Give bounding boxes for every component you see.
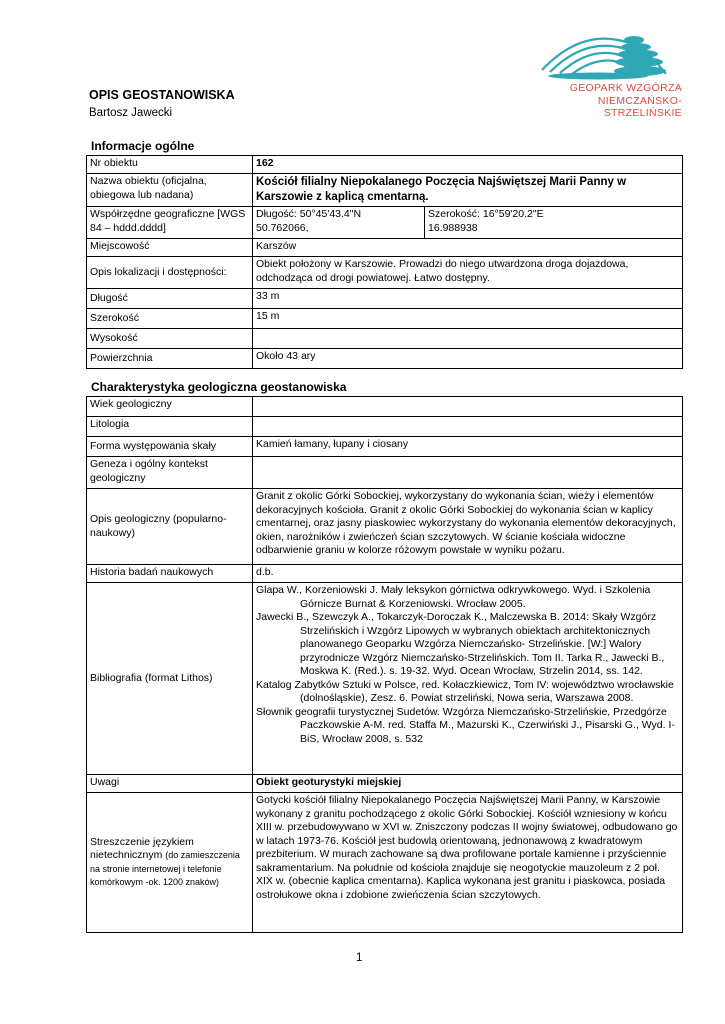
row-label: Nr obiektu — [87, 156, 253, 174]
row-label: Szerokość — [87, 309, 253, 329]
latitude-cell — [425, 207, 683, 239]
document-title: OPIS GEOSTANOWISKA — [89, 88, 235, 102]
access-value: Obiekt położony w Karszowie. Prowadzi do niego utwardzona droga dojazdowa, odchodząca od drogi powiatowej. Łatwo dostępny. — [253, 257, 683, 289]
height-value — [253, 329, 683, 349]
row-label: Uwagi — [87, 775, 253, 793]
age-value — [253, 397, 683, 417]
table-row — [87, 397, 683, 417]
table-row — [87, 239, 683, 257]
row-label: Historia badań naukowych — [87, 565, 253, 583]
latitude-decimal: 16.988938 — [428, 221, 478, 234]
table-row — [87, 457, 683, 489]
page-number: 1 — [356, 952, 363, 964]
table-row — [87, 583, 683, 775]
object-name: Kościół filialny Niepokalanego Poczęcia Najświętszej Marii Panny w Karszowie z kaplicą cmentarną. — [253, 174, 683, 207]
row-label: Opis geologiczny (popularno-naukowy) — [87, 489, 253, 565]
table-row — [87, 309, 683, 329]
row-label: Nazwa obiektu (oficjalna, obiegowa lub nadana) — [87, 174, 253, 207]
table-row — [87, 565, 683, 583]
form-value: Kamień łamany, łupany i ciosany — [253, 437, 683, 457]
width-value: 15 m — [253, 309, 683, 329]
table-row — [87, 437, 683, 457]
table-row — [87, 156, 683, 174]
notes-value: Obiekt geoturystyki miejskiej — [253, 775, 683, 793]
place-value: Karszów — [253, 239, 683, 257]
geology-description: Granit z okolic Górki Sobockiej, wykorzystany do wykonania ścian, wieży i elementów dekoracyjnych kościoła. Granit z okolic Górki Sobockiej do wykonania ścian w kaplicy cmentarnej, oraz jasny piaskowiec wykorzystany do wykonania elementów dekoracyjnych, okien, narożników i zwieńczeń ścian szczytowych. W ścianie kościała widoczne odbarwienie graniu w kolorze różowym powstałe w wyniku pożaru. — [253, 489, 683, 565]
area-value: Około 43 ary — [253, 349, 683, 369]
general-info-table — [86, 155, 683, 369]
row-label: Bibliografia (format Lithos) — [87, 583, 253, 775]
row-label: Powierzchnia — [87, 349, 253, 369]
table-row — [87, 417, 683, 437]
bibliography-entry: Katalog Zabytków Sztuki w Polsce, red. Kołaczkiewicz, Tom IV: województwo wrocławskie (dolnośląskie), Zesz. 6. Powiat strzeliński, Nowa seria, Warszawa 2008. — [256, 678, 674, 704]
row-label: Wiek geologiczny — [87, 397, 253, 417]
section-general-heading: Informacje ogólne — [91, 139, 195, 153]
table-row — [87, 793, 683, 933]
longitude-cell — [253, 207, 425, 239]
bibliography-entry: Glapa W., Korzeniowski J. Mały leksykon górnictwa odkrywkowego. Wyd. i Szkolenia Górnicze Burnat & Korzeniowski. Wrocław 2005. — [256, 584, 651, 610]
row-label: Długość — [87, 289, 253, 309]
table-row — [87, 174, 683, 207]
table-row — [87, 257, 683, 289]
table-row — [87, 329, 683, 349]
row-label: Geneza i ogólny kontekst geologiczny — [87, 457, 253, 489]
table-row — [87, 775, 683, 793]
litho-value — [253, 417, 683, 437]
row-label: Współrzędne geograficzne [WGS 84 – hddd.dddd] — [87, 207, 253, 239]
table-row — [87, 489, 683, 565]
bibliography-entry: Jawecki B., Szewczyk A., Tokarczyk-Doroczak K., Malczewska B. 2014: Skały Wzgórz Strzelińskich i Wzgórz Lipowych w wybranych obiektach architektonicznych planowanego Geoparku Wzgórza Niemczańsko- Strzelińskie. [W:] Walory przyrodnicze Wzgórz Niemczańsko-Strzelińskich. Tom II. Tarka R., Jawecki B., Moskwa K. (Red.). s. 19-32. Wyd. Ocean Wrocław, Strzelin 2014, ss. 142. — [256, 611, 665, 677]
logo-line-2: NIEMCZAŃSKO-STRZELIŃSKIE — [597, 95, 682, 119]
row-label: Forma występowania skały — [87, 437, 253, 457]
length-value: 33 m — [253, 289, 683, 309]
row-label: Litologia — [87, 417, 253, 437]
longitude-dms: Długość: 50°45'43.4"N — [256, 208, 362, 220]
summary-value: Gotycki kościół filialny Niepokalanego Poczęcia Najświętszej Marii Panny, w Karszowie wykonany z granitu pochodzącego z okolic Górki Sobockiej. Kościół wzniesiony w końcu XIII w. przebudowywano w XVI w. Zniszczony podczas II wojny światowej, odbudowano go w latach 1973-76. Kościół jest budowlą orientowaną, jednonawową z kwadratowym prezbiterium. W murach zachowane są dwa profilowane portale kamienne i przyściennie sakramentarium. Na południe od kościoła znajduje się neogotyckie mauzoleum z 2 poł. XIX w. (obecnie kaplica cmentarna). Kaplica wykonana jest granitu i piaskowca, posiada ostrołukowe okna i zdobione zwieńczenia ścian szczytowych. — [253, 793, 683, 933]
section-geology-heading: Charakterystyka geologiczna geostanowiska — [91, 380, 347, 394]
logo-line-1: GEOPARK WZGÓRZA — [569, 82, 682, 94]
summary-hint: (do zamieszczenia na stronie internetowej i telefonie komórkowym -ok. 1200 znaków) — [90, 850, 240, 887]
latitude-dms: Szerokość: 16°59'20.2"E — [428, 208, 544, 220]
row-label: Miejscowość — [87, 239, 253, 257]
table-row — [87, 289, 683, 309]
table-row — [87, 207, 683, 239]
bibliography — [253, 583, 683, 775]
author: Bartosz Jawecki — [89, 107, 173, 119]
table-row — [87, 349, 683, 369]
object-number: 162 — [253, 156, 683, 174]
row-label: Opis lokalizacji i dostępności: — [87, 257, 253, 289]
geopark-mark-icon — [538, 30, 680, 80]
longitude-decimal: 50.762066, — [256, 221, 309, 234]
geology-table — [86, 396, 683, 933]
history-value: d.b. — [253, 565, 683, 583]
row-label: Wysokość — [87, 329, 253, 349]
geopark-logo — [530, 30, 690, 119]
genesis-value — [253, 457, 683, 489]
row-label: Streszczenie językiem nietechnicznym — [90, 835, 194, 861]
summary-label-cell — [87, 793, 253, 933]
bibliography-entry: Słownik geografii turystycznej Sudetów. Wzgórza Niemczańsko-Strzelińskie, Przedgórze Paczkowskie A-M. red. Staffa M., Mazurski K., Czerwiński J., Pisarski G., Wyd. I-BiS, Wrocław 2008, s. 532 — [256, 705, 675, 745]
